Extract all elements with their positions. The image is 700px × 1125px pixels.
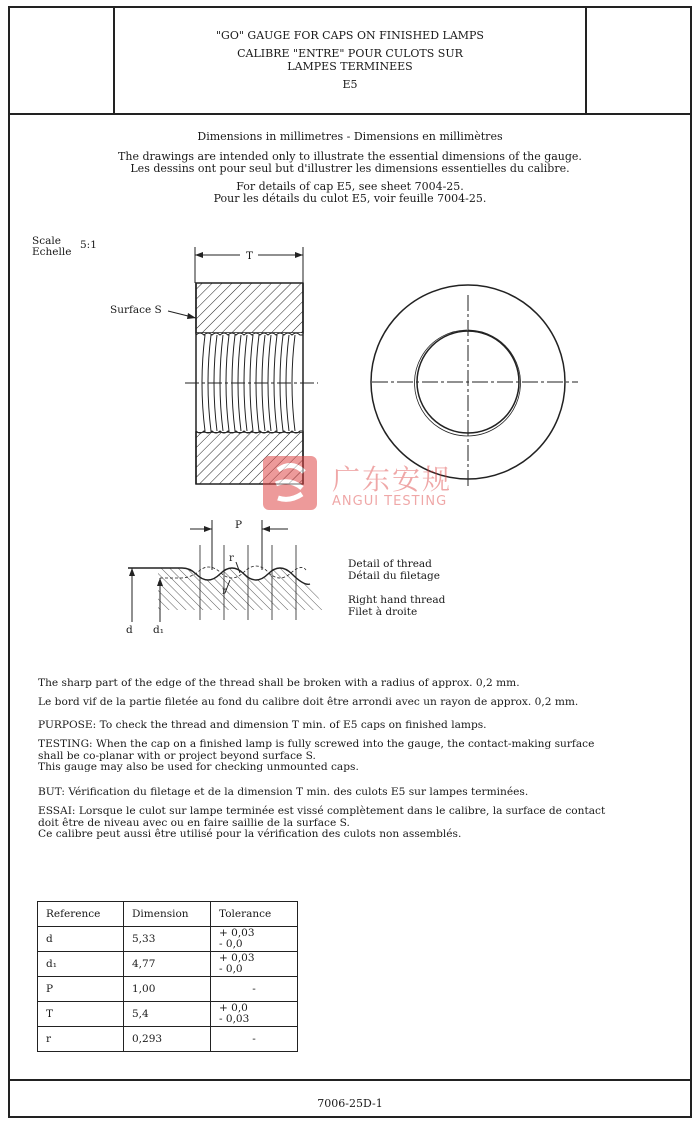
label-d: d: [126, 624, 133, 636]
row-ref: d₁: [38, 952, 124, 977]
scale-label-fr: Echelle: [32, 246, 72, 258]
row-ref: T: [38, 1002, 124, 1027]
row-dim: 1,00: [124, 977, 211, 1002]
row-tol: [211, 1002, 298, 1027]
hand-label-en: Right hand thread: [348, 594, 446, 606]
header-dimension: Dimension: [124, 902, 211, 927]
row-tol-lower: - 0,0: [219, 963, 243, 975]
thread-detail: [128, 520, 326, 622]
testing-line-3: This gauge may also be used for checking unmounted caps.: [38, 761, 359, 773]
sharp-note-en-text: The sharp part of the edge of the thread shall be broken with a radius of approx. 0,2 mm.: [38, 677, 520, 689]
row-tol-upper: + 0,03: [219, 952, 255, 964]
title-fr-line2: LAMPES TERMINEES: [287, 60, 413, 73]
hand-label-fr: Filet à droite: [348, 606, 418, 618]
row-tol-upper: + 0,0: [219, 1002, 248, 1014]
label-t: T: [246, 250, 254, 262]
row-dim: 5,33: [124, 927, 211, 952]
drawings-note-en: The drawings are intended only to illustrate the essential dimensions of the gauge.: [118, 150, 582, 163]
watermark-en: ANGUI TESTING: [332, 494, 448, 509]
table-row: [38, 1027, 298, 1052]
table-row: [38, 1002, 298, 1027]
sharp-note-fr: [38, 697, 578, 709]
essai-note: [38, 806, 605, 841]
drawings-note-fr: Les dessins ont pour seul but d'illustrer les dimensions essentielles du calibre.: [130, 162, 570, 175]
sharp-note-fr-text: Le bord vif de la partie filetée au fond du calibre doit être arrondi avec un rayon de approx. 0,2 mm.: [38, 696, 579, 708]
table-header-row: [38, 902, 298, 927]
testing-line-2: shall be co-planar with or project beyond surface S.: [38, 749, 316, 762]
testing-note: [38, 739, 594, 774]
details-note-en: For details of cap E5, see sheet 7004-25.: [236, 180, 464, 193]
row-tol: [211, 977, 298, 1002]
label-d1: d₁: [153, 624, 164, 636]
row-dim: 0,293: [124, 1027, 211, 1052]
cap-code: E5: [342, 78, 358, 91]
label-r-top: r: [229, 553, 234, 564]
details-note-fr: Pour les détails du culot E5, voir feuille 7004-25.: [213, 192, 487, 205]
header-tolerance: Tolerance: [211, 902, 298, 927]
purpose-note: [38, 720, 487, 732]
scale-label-en: Scale: [32, 235, 61, 247]
label-surface-s: Surface S: [110, 304, 162, 316]
detail-label-fr: Détail du filetage: [348, 570, 440, 582]
detail-label-en: Detail of thread: [348, 558, 432, 570]
purpose-text: PURPOSE: To check the thread and dimension T min. of E5 caps on finished lamps.: [38, 719, 487, 731]
but-text: BUT: Vérification du filetage et de la dimension T min. des culots E5 sur lampes terminées.: [38, 786, 529, 798]
essai-line-1: ESSAI: Lorsque le culot sur lampe terminée est vissé complètement dans le calibre, la surface de contact: [38, 805, 606, 817]
dimension-table: [37, 901, 298, 1052]
row-tol-lower: - 0,0: [219, 938, 243, 950]
row-ref: P: [38, 977, 124, 1002]
title-fr-line1: CALIBRE "ENTRE" POUR CULOTS SUR: [237, 47, 463, 60]
row-ref: r: [38, 1027, 124, 1052]
row-ref: d: [38, 927, 124, 952]
row-tol: [211, 1027, 298, 1052]
row-tol: [211, 952, 298, 977]
row-dim: 4,77: [124, 952, 211, 977]
title-en: "GO" GAUGE FOR CAPS ON FINISHED LAMPS: [216, 29, 484, 42]
sheet-number: 7006-25D-1: [317, 1097, 383, 1110]
but-note: [38, 787, 528, 799]
testing-line-1: TESTING: When the cap on a finished lamp is fully screwed into the gauge, the contact-making surface: [38, 738, 595, 750]
essai-line-3: Ce calibre peut aussi être utilisé pour la vérification des culots non assemblés.: [38, 828, 462, 840]
dimensions-note: Dimensions in millimetres - Dimensions en millimètres: [197, 130, 503, 143]
scale-value: 5:1: [80, 239, 97, 251]
row-tol-upper: -: [252, 1032, 256, 1045]
essai-line-2: doit être de niveau avec ou en faire saillie de la surface S.: [38, 816, 350, 829]
row-dim: 5,4: [124, 1002, 211, 1027]
sharp-note-en: [38, 678, 520, 690]
watermark-logo: [263, 456, 317, 510]
header-reference: Reference: [38, 902, 124, 927]
gauge-section-view: [168, 247, 318, 484]
row-tol-upper: -: [252, 982, 256, 995]
table-row: [38, 927, 298, 952]
label-p: P: [235, 519, 243, 531]
table-row: [38, 952, 298, 977]
table-row: [38, 977, 298, 1002]
row-tol: [211, 927, 298, 952]
watermark-cn: 广东安规: [332, 463, 453, 496]
row-tol-upper: + 0,03: [219, 927, 255, 939]
row-tol-lower: - 0,03: [219, 1013, 250, 1025]
label-r-bottom: r: [222, 586, 227, 597]
